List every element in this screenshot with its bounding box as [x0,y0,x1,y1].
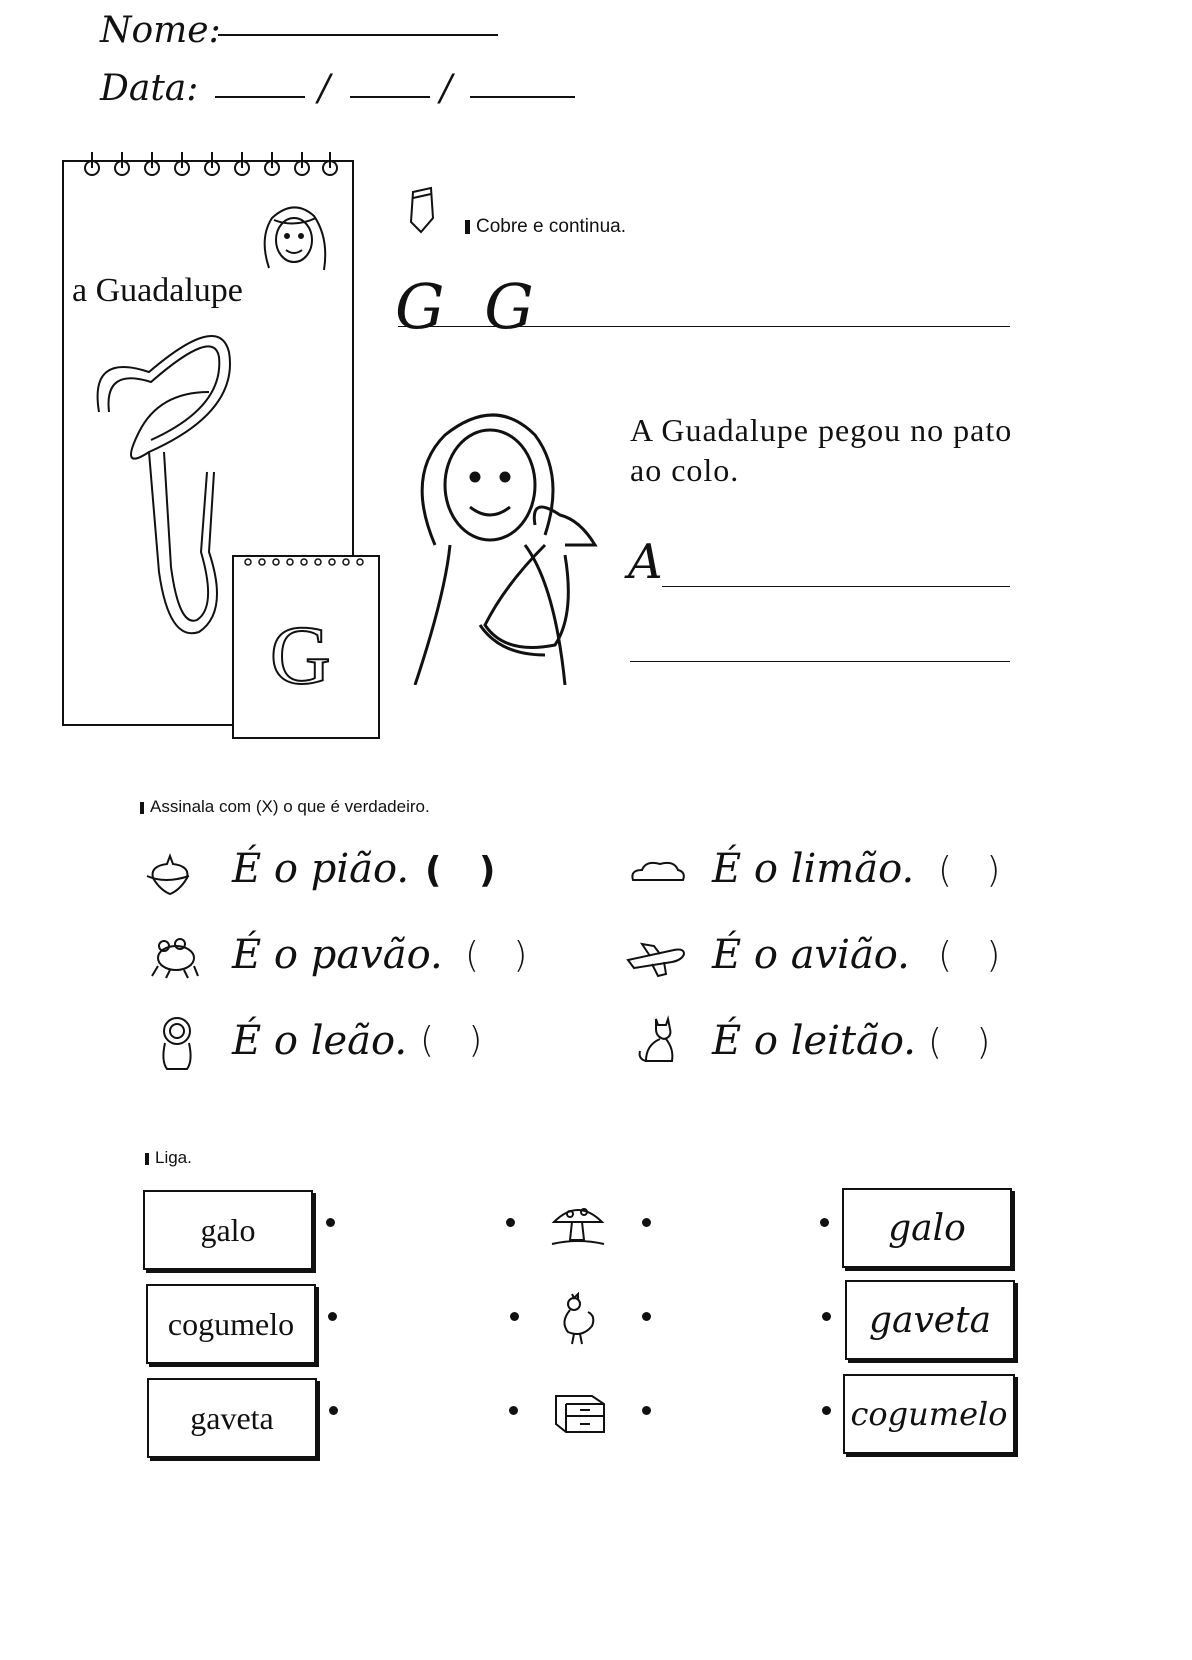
date-month-field[interactable] [350,96,430,98]
drawer-icon [552,1392,608,1438]
match-dot-right-1[interactable] [820,1218,829,1227]
match-dot-left-1[interactable] [326,1218,335,1227]
date-separator-2: / [440,68,453,109]
instruction-match-text: Liga. [155,1148,192,1167]
match-dot-picture-2-left[interactable] [510,1312,519,1321]
girl-with-duck-icon [405,395,605,685]
instruction-trace [465,216,626,238]
spinning-top-icon [145,852,195,896]
sentence-trace-start: A [628,534,663,590]
right-item-2-checkbox[interactable]: ( ) [938,935,1001,976]
bullet-icon [145,1153,149,1165]
match-dot-left-2[interactable] [328,1312,337,1321]
airplane-icon [624,940,688,980]
girl-face-icon [254,198,334,278]
cursive-word-2: gaveta [868,1299,992,1341]
trace-letters: G G [395,270,544,343]
lion-icon [155,1015,199,1071]
mushroom-icon [548,1202,608,1248]
small-notebook-letter: G [270,609,331,702]
cursive-word-3: cogumelo [850,1395,1008,1433]
print-word-box-3[interactable] [147,1378,317,1458]
print-word-box-1[interactable] [143,1190,313,1270]
small-spiral-icon [234,555,378,569]
instruction-true-false [140,797,430,817]
right-item-3-text: É o leitão. [712,1018,916,1064]
name-field[interactable] [218,34,498,36]
sentence-line-1[interactable] [662,586,1010,587]
frog-icon [150,936,200,980]
match-dot-picture-1-left[interactable] [506,1218,515,1227]
name-label: Nome: [100,10,221,51]
left-item-3-checkbox[interactable]: ( ) [420,1020,483,1061]
right-item-2-text: É o avião. [712,932,910,978]
instruction-trace-text: Cobre e continua. [476,216,626,237]
sentence-line-2[interactable] [630,661,1010,662]
instruction-true-false-text: Assinala com (X) o que é verdadeiro. [150,797,430,816]
bullet-icon [140,802,144,814]
left-item-2-checkbox[interactable]: ( ) [465,935,528,976]
spiral-binding-icon [62,148,350,188]
print-word-2: cogumelo [167,1305,295,1342]
cursive-word-box-2[interactable] [845,1280,1015,1360]
instruction-match [145,1148,192,1168]
cat-icon [636,1015,680,1067]
bullet-icon [465,220,470,234]
match-dot-picture-1-right[interactable] [642,1218,651,1227]
cloud-icon [628,858,688,888]
date-separator-1: / [318,68,331,109]
rooster-icon [558,1290,598,1346]
match-dot-picture-3-right[interactable] [642,1406,651,1415]
left-item-1-text: É o pião. [232,846,410,892]
notebook-caption: a Guadalupe [72,272,243,309]
match-dot-left-3[interactable] [329,1406,338,1415]
cursive-word-box-1[interactable] [842,1188,1012,1268]
trace-line[interactable] [398,326,1010,327]
date-label: Data: [100,68,199,109]
right-item-1-text: É o limão. [712,846,915,892]
match-dot-picture-2-right[interactable] [642,1312,651,1321]
print-word-1: galo [200,1211,256,1248]
print-word-3: gaveta [190,1399,274,1436]
left-item-3-text: É o leão. [232,1018,408,1064]
small-notebook [232,555,380,739]
date-year-field[interactable] [470,96,575,98]
match-dot-picture-3-left[interactable] [509,1406,518,1415]
date-day-field[interactable] [215,96,305,98]
match-dot-right-2[interactable] [822,1312,831,1321]
left-item-1-checkbox[interactable]: ( ) [425,850,496,891]
match-dot-right-3[interactable] [822,1406,831,1415]
print-word-box-2[interactable] [146,1284,316,1364]
exercise-sentence: A Guadalupe pegou no pato ao colo. [630,412,1013,488]
pencil-icon [405,184,439,236]
right-item-1-checkbox[interactable]: ( ) [938,850,1001,891]
cursive-word-1: galo [888,1207,966,1249]
right-item-3-checkbox[interactable]: ( ) [928,1022,991,1063]
cursive-word-box-3[interactable] [843,1374,1015,1454]
left-item-2-text: É o pavão. [232,932,443,978]
